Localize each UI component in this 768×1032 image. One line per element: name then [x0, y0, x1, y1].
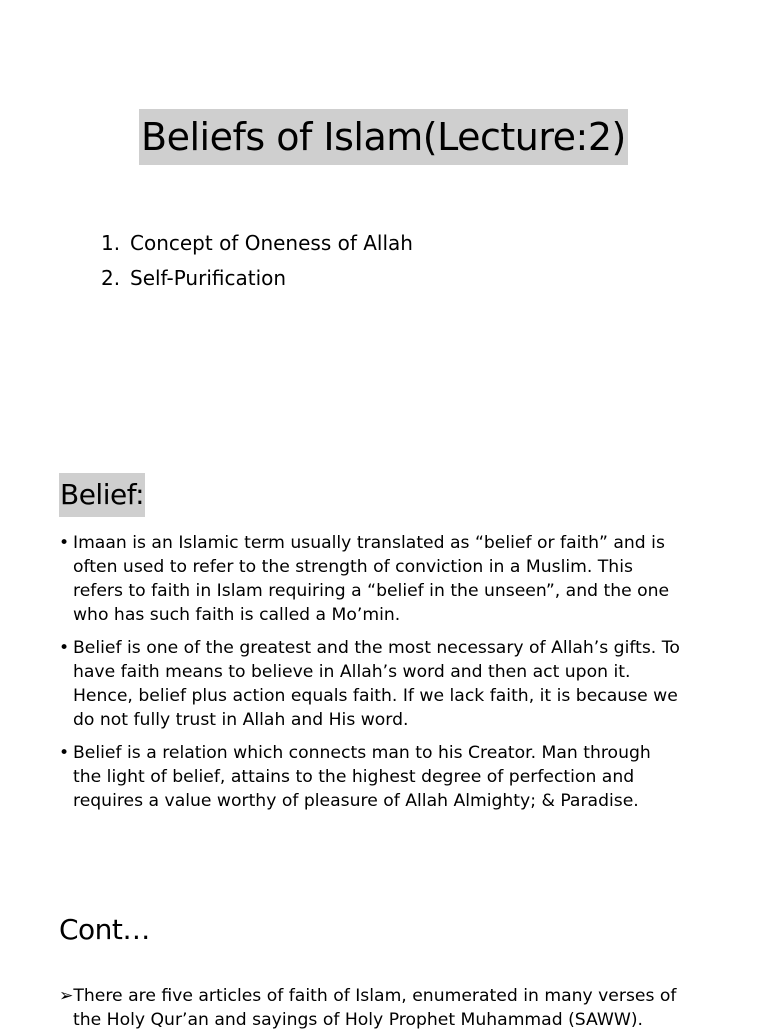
- numbered-item: [101, 226, 413, 261]
- item-number: 1.: [101, 231, 121, 255]
- item-text: Self-Purification: [130, 266, 287, 290]
- bullet-icon: •: [59, 743, 70, 763]
- arrow-bullet-icon: ➢: [59, 986, 74, 1006]
- bullet-paragraph: [59, 636, 719, 732]
- arrow-bullet-line: the Holy Qur’an and sayings of Holy Prophet Muhammad (SAWW).: [73, 1010, 643, 1030]
- bullet-line: have faith means to believe in Allah’s word and then act upon it.: [73, 662, 631, 682]
- arrow-bullet-line: There are five articles of faith of Islam, enumerated in many verses of: [73, 986, 677, 1006]
- bullet-line: who has such faith is called a Mo’min.: [73, 605, 401, 625]
- arrow-bullet-paragraph: [59, 984, 676, 1032]
- item-number: 2.: [101, 266, 121, 290]
- bullet-paragraph: [59, 741, 719, 813]
- bullet-line: Imaan is an Islamic term usually translated as “belief or faith” and is: [73, 533, 665, 553]
- bullet-line: often used to refer to the strength of conviction in a Muslim. This: [73, 557, 633, 577]
- bullet-line: the light of belief, attains to the highest degree of perfection and: [73, 767, 635, 787]
- bullet-icon: •: [59, 533, 70, 553]
- item-text: Concept of Oneness of Allah: [130, 231, 413, 255]
- belief-heading: Belief:: [59, 473, 145, 517]
- bullet-line: requires a value worthy of pleasure of Allah Almighty; & Paradise.: [73, 791, 639, 811]
- bullet-line: refers to faith in Islam requiring a “belief in the unseen”, and the one: [73, 581, 670, 601]
- bullet-line: Belief is a relation which connects man to his Creator. Man through: [73, 743, 651, 763]
- bullet-paragraph: [59, 531, 719, 627]
- cont-heading: Cont…: [59, 913, 150, 946]
- bullet-line: Belief is one of the greatest and the most necessary of Allah’s gifts. To: [73, 638, 680, 658]
- bullet-icon: •: [59, 638, 70, 658]
- bullet-line: do not fully trust in Allah and His word.: [73, 710, 409, 730]
- slide-title: Beliefs of Islam(Lecture:2): [139, 109, 628, 165]
- numbered-item: [101, 261, 286, 296]
- bullet-line: Hence, belief plus action equals faith. If we lack faith, it is because we: [73, 686, 678, 706]
